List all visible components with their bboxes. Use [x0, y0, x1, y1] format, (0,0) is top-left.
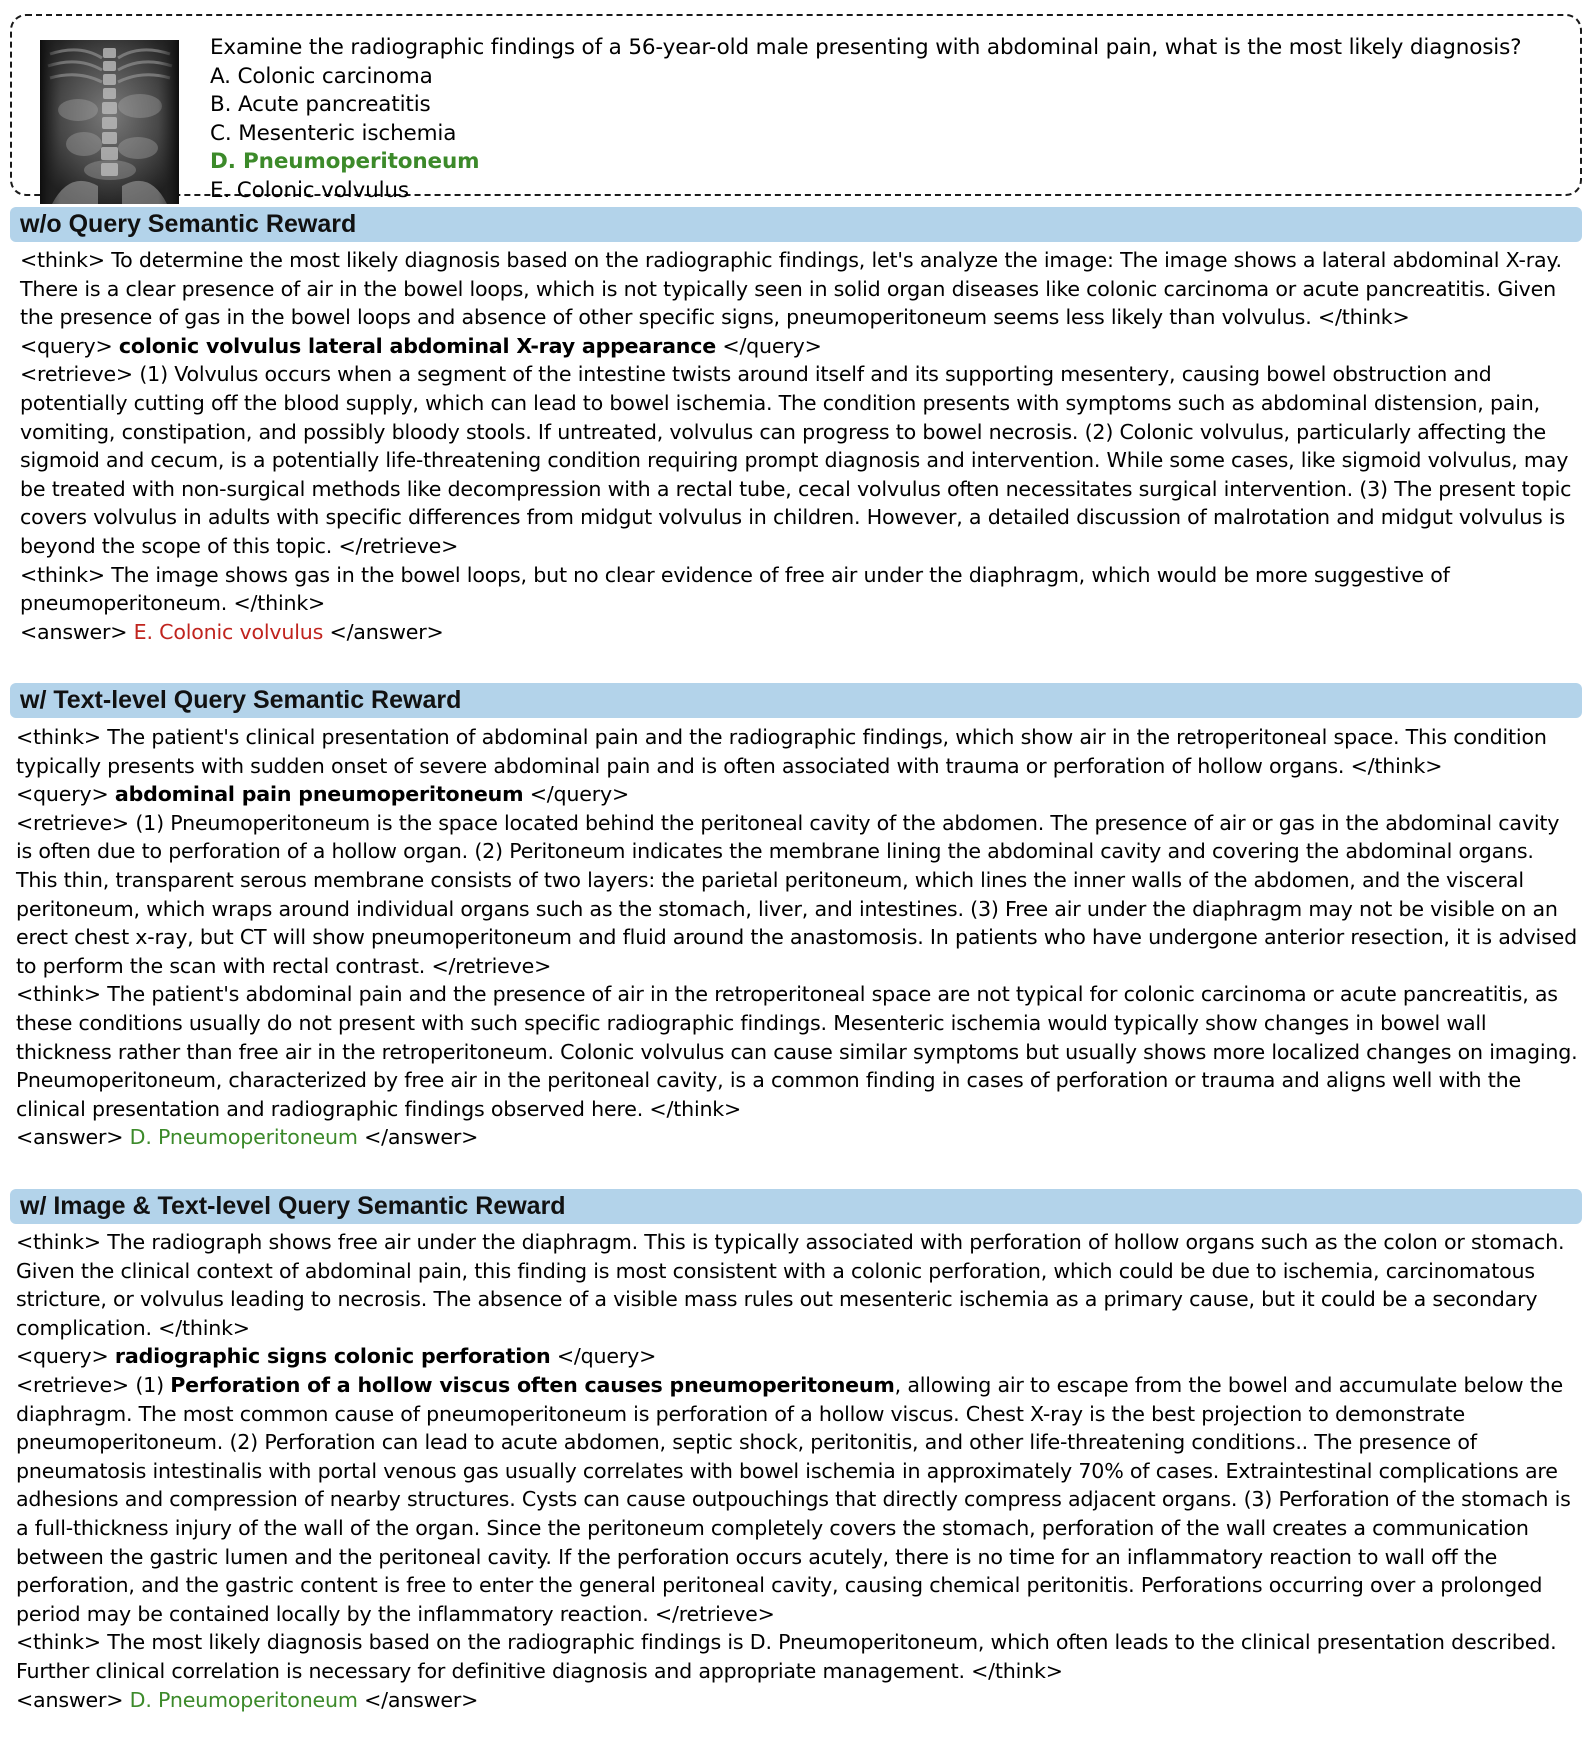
query-text: radiographic signs colonic perforation	[114, 1344, 551, 1369]
think-text-2: <think> The most likely diagnosis based on the radiographic findings is D. Pneumoperitoneum, which often leads to the clinical presentation described. Further clinical correlation is necessary for definitive diagnosis and appropriate management. </think>	[16, 1630, 1557, 1683]
option-c: C. Mesenteric ischemia	[210, 120, 457, 146]
think-text-2: <think> The image shows gas in the bowel loops, but no clear evidence of free air under the diaphragm, which would be more suggestive of pneumoperitoneum. </think>	[20, 562, 1450, 616]
answer-line	[16, 1686, 1578, 1715]
query-close-tag: </query>	[722, 333, 822, 358]
query-text: colonic volvulus lateral abdominal X-ray appearance	[118, 333, 717, 358]
abdominal-xray-image	[40, 40, 179, 204]
section-header-no-reward: w/o Query Semantic Reward	[10, 207, 1582, 242]
retrieve-rest: , allowing air to escape from the bowel and accumulate below the diaphragm. The most common cause of pneumoperitoneum is perforation of a hollow viscus. Chest X-ray is the best projection to demonstrate pneumoperitoneum. (2) Perforation can lead to acute abdomen, septic shock, peritonitis, and other life-threatening conditions.. The presence of pneumatosis intestinalis with portal venous gas usually correlates with bowel ischemia in approximately 70% of cases. Extraintestinal complications are adhesions and compression of nearby structures. Cysts can cause outpouchings that directly compress adjacent organs. (3) Perforation of the stomach is a full-thickness injury of the wall of the organ. Since the peritoneum completely covers the stomach, perforation of the wall creates a communication between the gastric lumen and the peritoneal cavity. If the perforation occurs acutely, there is no time for an inflammatory reaction to wall off the perforation, and the gastric content is free to enter the general peritoneal cavity, causing chemical peritonitis. Perforations occurring over a prolonged period may be contained locally by the inflammatory reaction. </retrieve>	[16, 1372, 1571, 1626]
retrieve-text: <retrieve> (1) Volvulus occurs when a segment of the intestine twists around itself and its supporting mesentery, causing bowel obstruction and potentially cutting off the blood supply, which can lead to bowel ischemia. The condition presents with symptoms such as abdominal distension, pain, vomiting, constipation, and possibly bloody stools. If untreated, volvulus can progress to bowel necrosis. (2) Colonic volvulus, particularly affecting the sigmoid and cecum, is a potentially life-threatening condition requiring prompt diagnosis and intervention. While some cases, like sigmoid volvulus, may be treated with non-surgical methods like decompression with a rectal tube, cecal volvulus often necessitates surgical intervention. (3) The present topic covers volvulus in adults with specific differences from midgut volvulus in children. However, a detailed discussion of malrotation and midgut volvulus is beyond the scope of this topic. </retrieve>	[20, 362, 1572, 558]
retrieve-bold-claim: Perforation of a hollow viscus often causes pneumoperitoneum	[170, 1372, 895, 1397]
answer-open-tag: <answer>	[20, 619, 128, 644]
query-line	[20, 332, 1582, 361]
think-text: <think> The radiograph shows free air under the diaphragm. This is typically associated with perforation of hollow organs such as the colon or stomach. Given the clinical context of abdominal pain, this finding is most consistent with a colonic perforation, which could be due to ischemia, carcinomatous stricture, or volvulus leading to necrosis. The absence of a visible mass rules out mesenteric ischemia as a primary cause, but it could be a secondary complication. </think>	[16, 1230, 1565, 1340]
section-header-image-text-reward: w/ Image & Text-level Query Semantic Reward	[10, 1189, 1582, 1224]
question-text	[210, 34, 1580, 206]
section-body-no-reward	[20, 246, 1582, 646]
think-text-2: <think> The patient's abdominal pain and the presence of air in the retroperitoneal space are not typical for colonic carcinoma or acute pancreatitis, as these conditions usually do not present with such specific radiographic findings. Mesenteric ischemia would typically show changes in bowel wall thickness rather than free air in the retroperitoneum. Colonic volvulus can cause similar symptoms but usually shows more localized changes on imaging. Pneumoperitoneum, characterized by free air in the peritoneal cavity, is a common finding in cases of perforation or trauma and aligns well with the clinical presentation and radiographic findings observed here. </think>	[16, 982, 1578, 1121]
answer-close-tag: </answer>	[364, 1125, 479, 1150]
think-text: <think> To determine the most likely diagnosis based on the radiographic findings, let's analyze the image: The image shows a lateral abdominal X-ray. There is a clear presence of air in the bowel loops, which is not typically seen in solid organ diseases like colonic carcinoma or acute pancreatitis. Given the presence of gas in the bowel loops and absence of other specific signs, pneumoperitoneum seems less likely than volvulus. </think>	[20, 248, 1562, 330]
query-open-tag: <query>	[16, 1344, 109, 1369]
query-close-tag: </query>	[556, 1344, 657, 1369]
answer-text-wrong: E. Colonic volvulus	[133, 619, 324, 644]
section-body-image-text-reward	[16, 1228, 1578, 1714]
section-header-text-reward: w/ Text-level Query Semantic Reward	[10, 683, 1582, 718]
query-line	[16, 780, 1578, 809]
answer-text-correct: D. Pneumoperitoneum	[129, 1125, 358, 1150]
retrieve-prefix: <retrieve> (1)	[16, 1372, 164, 1397]
answer-line	[20, 618, 1582, 647]
option-a: A. Colonic carcinoma	[210, 63, 433, 89]
think-text: <think> The patient's clinical presentation of abdominal pain and the radiographic findings, which show air in the retroperitoneal space. This condition typically presents with sudden onset of severe abdominal pain and is often associated with trauma or perforation of hollow organs. </think>	[16, 725, 1547, 778]
query-line	[16, 1342, 1578, 1371]
retrieve-text: <retrieve> (1) Pneumoperitoneum is the space located behind the peritoneal cavity of the abdomen. The presence of air or gas in the abdominal cavity is often due to perforation of a hollow organ. (2) Peritoneum indicates the membrane lining the abdominal cavity and covering the abdominal organs. This thin, transparent serous membrane consists of two layers: the parietal peritoneum, which lines the inner walls of the abdomen, and the visceral peritoneum, which wraps around individual organs such as the stomach, liver, and intestines. (3) Free air under the diaphragm may not be visible on an erect chest x-ray, but CT will show pneumoperitoneum and fluid around the anastomosis. In patients who have undergone anterior resection, it is advised to perform the scan with rectal contrast. </retrieve>	[16, 810, 1577, 978]
query-open-tag: <query>	[16, 782, 109, 807]
option-e: E. Colonic volvulus	[210, 177, 409, 203]
query-close-tag: </query>	[529, 782, 630, 807]
answer-text-correct: D. Pneumoperitoneum	[129, 1687, 358, 1712]
question-stem: Examine the radiographic findings of a 56-year-old male presenting with abdominal pain, what is the most likely diagnosis?	[210, 35, 1522, 60]
answer-close-tag: </answer>	[329, 619, 444, 644]
answer-line	[16, 1123, 1578, 1152]
answer-close-tag: </answer>	[364, 1687, 479, 1712]
answer-open-tag: <answer>	[16, 1687, 124, 1712]
option-d-correct: D. Pneumoperitoneum	[210, 149, 480, 175]
query-open-tag: <query>	[20, 333, 113, 358]
question-box	[10, 14, 1582, 203]
option-b: B. Acute pancreatitis	[210, 92, 431, 118]
retrieve-text	[16, 1371, 1578, 1628]
answer-open-tag: <answer>	[16, 1125, 124, 1150]
query-text: abdominal pain pneumoperitoneum	[114, 782, 524, 807]
section-body-text-reward	[16, 723, 1578, 1152]
